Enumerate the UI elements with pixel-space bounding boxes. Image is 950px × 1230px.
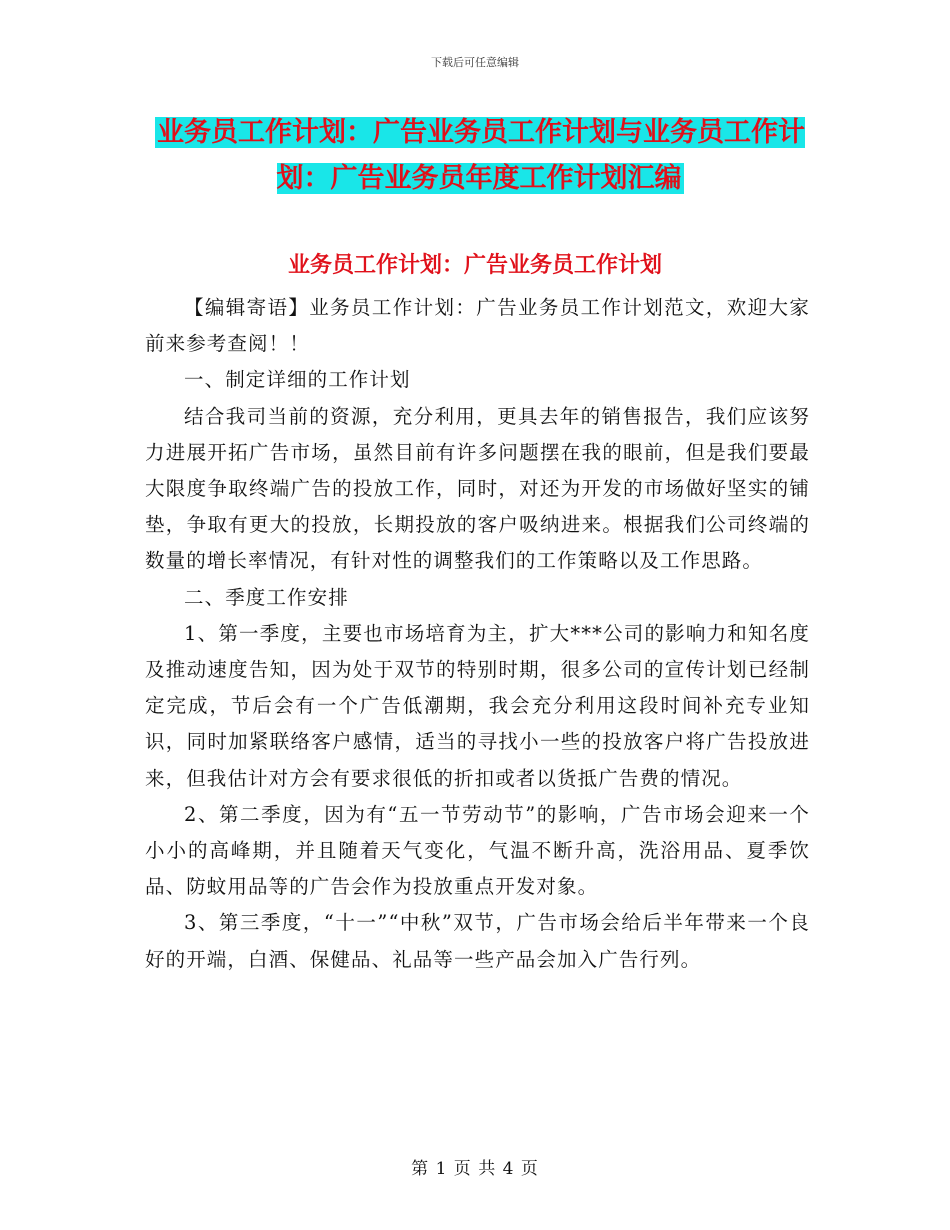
editor-note-paragraph: 【编辑寄语】业务员工作计划：广告业务员工作计划范文，欢迎大家前来参考查阅！！ xyxy=(145,296,810,356)
page-number-footer: 第 1 页 共 4 页 xyxy=(411,1159,539,1179)
body-paragraph: 1、第一季度，主要也市场培育为主，扩大***公司的影响力和知名度及推动速度告知，因为处于双节的特别时期，很多公司的宣传计划已经制定完成，节后会有一个广告低潮期，我会充分利用这段时间补充专业知识，同时加紧联络客户感情，适当的寻找小一些的投放客户将广告投放进来，但我估计对方会有要求很低的折扣或者以货抵广告费的情况。 xyxy=(145,621,810,790)
document-title xyxy=(140,110,820,202)
document-body xyxy=(145,290,810,978)
section-heading-2: 二、季度工作安排 xyxy=(184,585,349,609)
section-subtitle: 业务员工作计划：广告业务员工作计划 xyxy=(287,253,662,278)
body-paragraph: 结合我司当前的资源，充分利用，更具去年的销售报告，我们应该努力进展开拓广告市场，虽然目前有许多问题摆在我的眼前，但是我们要最大限度争取终端广告的投放工作，同时，对还为开发的市场做好坚实的铺垫，争取有更大的投放，长期投放的客户吸纳进来。根据我们公司终端的数量的增长率情况，有针对性的调整我们的工作策略以及工作思路。 xyxy=(145,404,810,573)
header-note: 下载后可任意编辑 xyxy=(431,56,519,69)
body-paragraph: 3、第三季度，“十一”“中秋”双节，广告市场会给后半年带来一个良好的开端，白酒、保健品、礼品等一些产品会加入广告行列。 xyxy=(145,911,810,971)
section-heading-1: 一、制定详细的工作计划 xyxy=(184,368,411,392)
document-title-text: 业务员工作计划：广告业务员工作计划与业务员工作计划：广告业务员年度工作计划汇编 xyxy=(157,117,805,194)
body-paragraph: 2、第二季度，因为有“五一节劳动节”的影响，广告市场会迎来一个小小的高峰期，并且随着天气变化，气温不断升高，洗浴用品、夏季饮品、防蚊用品等的广告会作为投放重点开发对象。 xyxy=(145,802,810,899)
